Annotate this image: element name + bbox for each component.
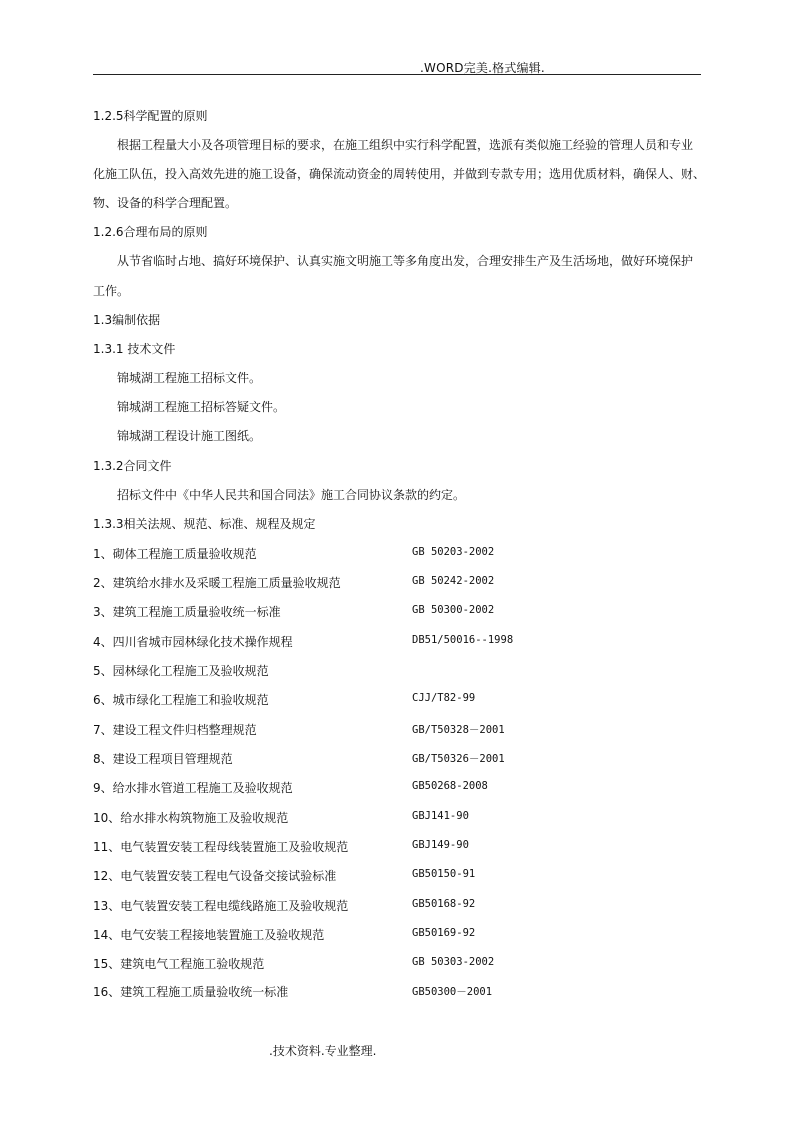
standard-name: 2、建筑给水排水及采暖工程施工质量验收规范 bbox=[93, 576, 341, 590]
section-heading-1-3-3: 1.3.3相关法规、规范、标准、规程及规定 bbox=[93, 517, 316, 531]
paragraph-line: 根据工程量大小及各项管理目标的要求，在施工组织中实行科学配置，选派有类似施工经验的管理人员和专业 bbox=[117, 138, 694, 152]
standard-code: GB50168-92 bbox=[412, 898, 476, 910]
standard-name: 10、给水排水构筑物施工及验收规范 bbox=[93, 811, 289, 825]
section-heading-1-3: 1.3编制依据 bbox=[93, 313, 161, 327]
document-item: 锦城湖工程施工招标文件。 bbox=[117, 371, 262, 385]
standard-code: GB/T50326－2001 bbox=[412, 753, 505, 765]
standard-code: GB50268-2008 bbox=[412, 780, 488, 792]
standard-code: GB50169-92 bbox=[412, 927, 476, 939]
standard-code: GB/T50328－2001 bbox=[412, 724, 505, 736]
standard-name: 3、建筑工程施工质量验收统一标准 bbox=[93, 605, 281, 619]
standard-code: GB50150-91 bbox=[412, 868, 476, 880]
paragraph-line: 工作。 bbox=[93, 284, 130, 298]
header-rule bbox=[93, 74, 701, 75]
document-item: 锦城湖工程施工招标答疑文件。 bbox=[117, 400, 286, 414]
standard-name: 16、建筑工程施工质量验收统一标准 bbox=[93, 985, 289, 999]
standard-name: 15、建筑电气工程施工验收规范 bbox=[93, 957, 265, 971]
section-heading-1-2-5: 1.2.5科学配置的原则 bbox=[93, 109, 208, 123]
standard-name: 12、电气装置安装工程电气设备交接试验标准 bbox=[93, 869, 337, 883]
standard-code: GBJ149-90 bbox=[412, 839, 469, 851]
standard-name: 5、园林绿化工程施工及验收规范 bbox=[93, 664, 269, 678]
standard-code: GB 50242-2002 bbox=[412, 575, 495, 587]
standard-code: GBJ141-90 bbox=[412, 810, 469, 822]
standard-name: 9、给水排水管道工程施工及验收规范 bbox=[93, 781, 293, 795]
standard-code: DB51/50016--1998 bbox=[412, 634, 514, 646]
standard-name: 4、四川省城市园林绿化技术操作规程 bbox=[93, 635, 293, 649]
standard-name: 6、城市绿化工程施工和验收规范 bbox=[93, 693, 269, 707]
section-heading-1-2-6: 1.2.6合理布局的原则 bbox=[93, 225, 208, 239]
paragraph-line: 物、设备的科学合理配置。 bbox=[93, 196, 238, 210]
paragraph-line: 招标文件中《中华人民共和国合同法》施工合同协议条款的约定。 bbox=[117, 488, 466, 502]
standard-name: 8、建设工程项目管理规范 bbox=[93, 752, 233, 766]
paragraph-line: 化施工队伍，投入高效先进的施工设备，确保流动资金的周转使用，并做到专款专用；选用优质材料，确保人、财、 bbox=[93, 167, 706, 181]
section-heading-1-3-1: 1.3.1 技术文件 bbox=[93, 342, 176, 356]
standard-name: 13、电气装置安装工程电缆线路施工及验收规范 bbox=[93, 899, 349, 913]
standard-code: GB 50303-2002 bbox=[412, 956, 495, 968]
standard-name: 7、建设工程文件归档整理规范 bbox=[93, 723, 257, 737]
standard-code: GB 50203-2002 bbox=[412, 546, 495, 558]
standard-name: 11、电气装置安装工程母线装置施工及验收规范 bbox=[93, 840, 349, 854]
standard-name: 14、电气安装工程接地装置施工及验收规范 bbox=[93, 928, 325, 942]
standard-code: GB50300－2001 bbox=[412, 986, 493, 998]
document-item: 锦城湖工程设计施工图纸。 bbox=[117, 429, 262, 443]
standard-code: CJJ/T82-99 bbox=[412, 692, 476, 704]
page-footer: .技术资料.专业整理. bbox=[269, 1044, 377, 1058]
section-heading-1-3-2: 1.3.2合同文件 bbox=[93, 459, 172, 473]
header-text: .WORD完美.格式编辑. bbox=[420, 61, 545, 75]
paragraph-line: 从节省临时占地、搞好环境保护、认真实施文明施工等多角度出发，合理安排生产及生活场地，做好环境保护 bbox=[117, 254, 694, 268]
standard-code: GB 50300-2002 bbox=[412, 604, 495, 616]
standard-name: 1、砌体工程施工质量验收规范 bbox=[93, 547, 257, 561]
